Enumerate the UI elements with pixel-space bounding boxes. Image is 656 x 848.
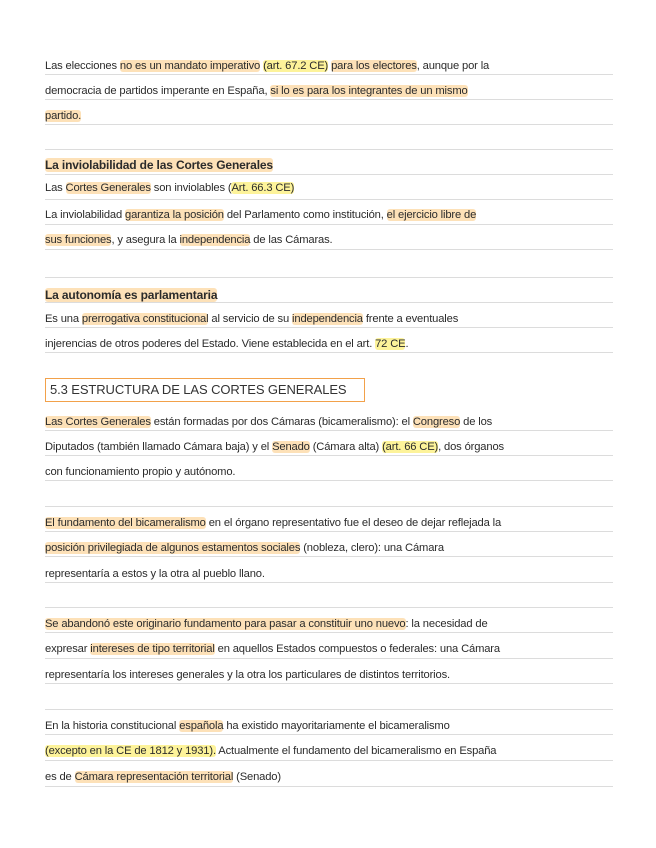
highlighted-text: Art. 66.3 CE): [231, 182, 295, 194]
highlighted-text: partido.: [45, 110, 82, 122]
text-line: [45, 108, 615, 124]
ruled-line: [45, 174, 613, 175]
text-segment: con funcionamiento propio y autónomo.: [45, 466, 236, 478]
highlighted-text: Cortes Generales: [65, 182, 151, 194]
highlighted-text: española: [179, 720, 224, 732]
ruled-line: [45, 124, 613, 125]
highlighted-text: independencia: [179, 234, 251, 246]
highlighted-text: el ejercicio libre de: [386, 209, 477, 221]
highlighted-text: Senado: [272, 441, 310, 453]
text-segment: Las elecciones: [45, 60, 120, 72]
text-segment: Actualmente el fundamento del bicameralismo en España: [215, 745, 497, 757]
text-line: [45, 414, 615, 430]
ruled-line: [45, 531, 613, 532]
section-heading-box: [45, 378, 365, 402]
text-line: [45, 180, 615, 196]
text-line: [45, 439, 615, 455]
highlighted-text: Se abandonó este originario fundamento para pasar a constituir uno nuevo: [45, 618, 406, 630]
text-line: [45, 515, 615, 531]
text-segment: representaría a estos y la otra al pueblo llano.: [45, 568, 265, 580]
text-line: [45, 207, 615, 223]
text-segment: democracia de partidos imperante en España,: [45, 85, 271, 97]
highlighted-text: (art. 66 CE): [382, 441, 439, 453]
text-segment: (Cámara alta): [309, 441, 383, 453]
text-segment: en el órgano representativo fue el deseo de dejar reflejada la: [205, 517, 502, 529]
text-segment: (nobleza, clero): una Cámara: [300, 542, 444, 554]
text-line: [45, 464, 615, 480]
text-line: [45, 83, 615, 99]
highlighted-text: intereses de tipo territorial: [90, 643, 215, 655]
text-line: [45, 743, 615, 759]
text-segment: La inviolabilidad: [45, 209, 126, 221]
ruled-line: [45, 277, 613, 278]
highlighted-text: para los electores: [331, 60, 417, 72]
ruled-line: [45, 455, 613, 456]
text-line: [45, 641, 615, 657]
ruled-line: [45, 327, 613, 328]
subheading-autonomia: [45, 287, 615, 303]
text-segment: (Senado): [233, 771, 281, 783]
ruled-line: [45, 658, 613, 659]
text-segment: Es una: [45, 313, 82, 325]
subheading-inviolabilidad: [45, 157, 615, 173]
text-segment: , y asegura la: [111, 234, 180, 246]
highlighted-text: La inviolabilidad de las Cortes Generales: [45, 158, 273, 172]
ruled-line: [45, 556, 613, 557]
ruled-line: [45, 506, 613, 507]
text-line: [45, 232, 615, 248]
text-segment: , dos órganos: [438, 441, 504, 453]
text-segment: injerencias de otros poderes del Estado. Viene establecida en el art.: [45, 338, 376, 350]
text-segment: ha existido mayoritariamente el bicameralismo: [223, 720, 450, 732]
text-line: [45, 58, 615, 74]
text-segment: , aunque por la: [416, 60, 490, 72]
highlighted-text: Las Cortes Generales: [45, 416, 151, 428]
highlighted-text: posición privilegiada de algunos estamentos sociales: [45, 542, 301, 554]
text-segment: están formadas por dos Cámaras (bicameralismo): el: [150, 416, 413, 428]
text-segment: de los: [460, 416, 493, 428]
text-line: [45, 667, 615, 683]
highlighted-text: prerrogativa constitucional: [81, 313, 209, 325]
text-segment: Las: [45, 182, 66, 194]
ruled-line: [45, 352, 613, 353]
highlighted-text: (art. 67.2 CE): [263, 60, 329, 72]
text-segment: del Parlamento como institución,: [223, 209, 387, 221]
ruled-line: [45, 786, 613, 787]
text-segment: frente a eventuales: [362, 313, 459, 325]
text-line: [45, 769, 615, 785]
ruled-line: [45, 149, 613, 150]
text-segment: En la historia constitucional: [45, 720, 180, 732]
text-segment: Diputados (también llamado Cámara baja) y el: [45, 441, 273, 453]
highlighted-text: no es un mandato imperativo: [119, 60, 261, 72]
ruled-line: [45, 683, 613, 684]
highlighted-text: Congreso: [412, 416, 461, 428]
highlighted-text: (excepto en la CE de 1812 y 1931).: [45, 745, 216, 757]
text-line: [45, 311, 615, 327]
ruled-line: [45, 224, 613, 225]
ruled-line: [45, 430, 613, 431]
text-line: [45, 566, 615, 582]
ruled-line: [45, 632, 613, 633]
highlighted-text: Cámara representación territorial: [74, 771, 234, 783]
ruled-line: [45, 607, 613, 608]
highlighted-text: garantiza la posición: [125, 209, 224, 221]
text-segment: representaría los intereses generales y la otra los particulares de distintos territorios.: [45, 669, 450, 681]
section-heading: 5.3 ESTRUCTURA DE LAS CORTES GENERALES: [50, 382, 347, 397]
text-line: [45, 616, 615, 632]
ruled-line: [45, 734, 613, 735]
ruled-line: [45, 582, 613, 583]
ruled-line: [45, 760, 613, 761]
ruled-line: [45, 709, 613, 710]
highlighted-text: El fundamento del bicameralismo: [45, 517, 206, 529]
text-segment: expresar: [45, 643, 91, 655]
highlighted-text: 72 CE: [375, 338, 406, 350]
text-segment: : la necesidad de: [405, 618, 488, 630]
highlighted-text: si lo es para los integrantes de un mismo: [270, 85, 468, 97]
text-segment: de las Cámaras.: [250, 234, 333, 246]
ruled-line: [45, 74, 613, 75]
text-segment: al servicio de su: [208, 313, 293, 325]
highlighted-text: La autonomía es parlamentaria: [45, 288, 218, 302]
ruled-line: [45, 99, 613, 100]
highlighted-text: independencia: [292, 313, 363, 325]
ruled-line: [45, 249, 613, 250]
ruled-line: [45, 480, 613, 481]
text-segment: son inviolables (: [150, 182, 232, 194]
text-line: [45, 718, 615, 734]
text-segment: en aquellos Estados compuestos o federales: una Cámara: [214, 643, 500, 655]
text-segment: .: [405, 338, 409, 350]
ruled-line: [45, 199, 613, 200]
text-segment: es de: [45, 771, 75, 783]
highlighted-text: sus funciones: [45, 234, 112, 246]
text-line: [45, 336, 615, 352]
text-line: [45, 540, 615, 556]
